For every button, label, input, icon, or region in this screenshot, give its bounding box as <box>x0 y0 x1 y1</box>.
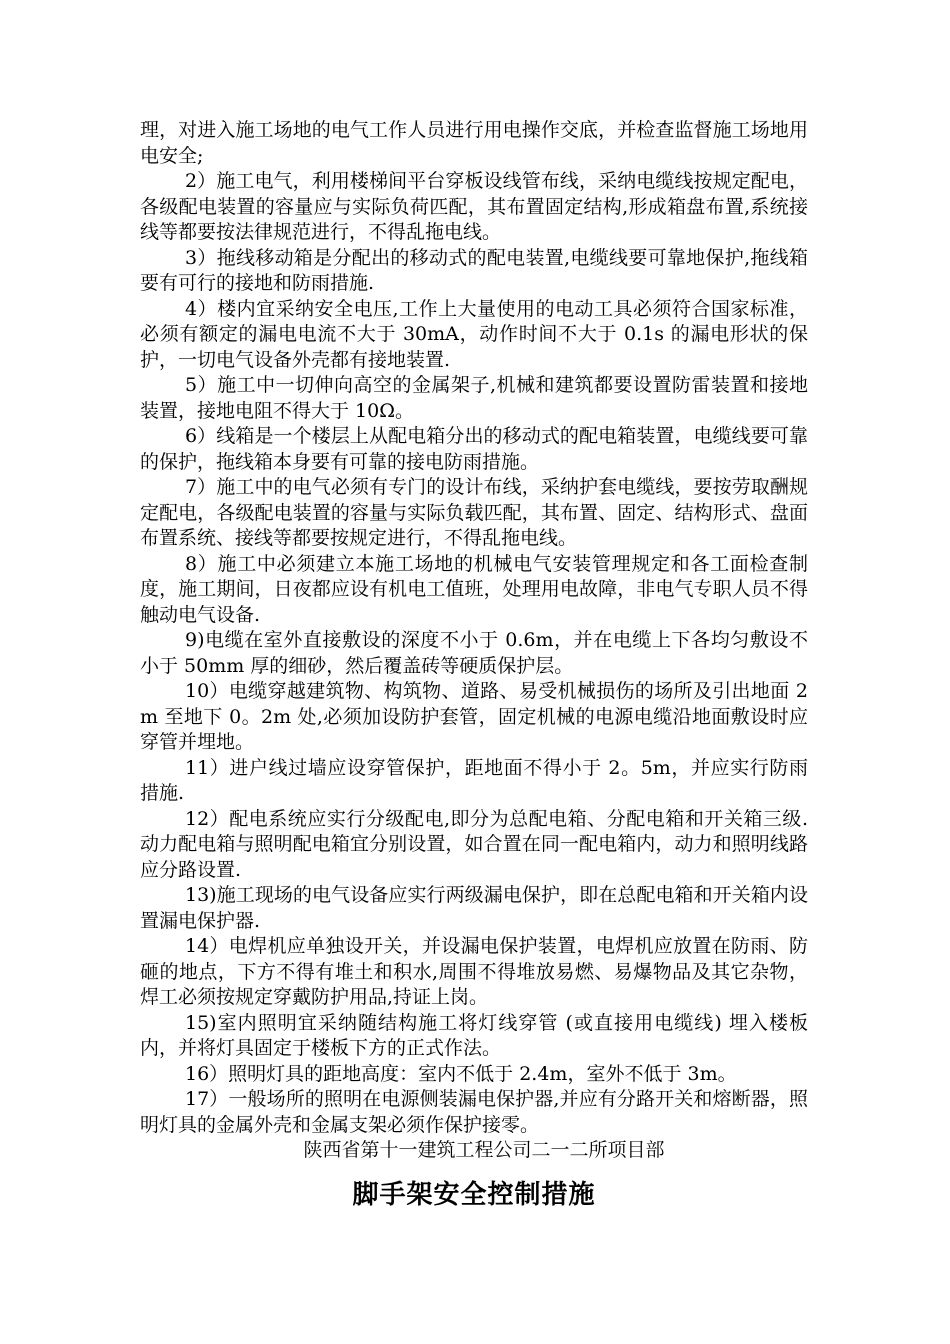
paragraph-item-10: 10）电缆穿越建筑物、构筑物、道路、易受机械损伤的场所及引出地面 2m 至地下 0。2m 处,必须加设防护套管，固定机械的电源电缆沿地面敷设时应穿管并埋地。 <box>140 680 808 753</box>
paragraph-item-14: 14）电焊机应单独设开关，并设漏电保护装置，电焊机应放置在防雨、防砸的地点，下方不得有堆土和积水,周围不得堆放易燃、易爆物品及其它杂物，焊工必须按规定穿戴防护用品,持证上岗。 <box>140 935 808 1008</box>
paragraph-item-5: 5）施工中一切伸向高空的金属架子,机械和建筑都要设置防雷装置和接地装置，接地电阻不得大于 10Ω。 <box>140 374 808 422</box>
paragraph-item-15: 15)室内照明宜采纳随结构施工将灯线穿管 (或直接用电缆线) 埋入楼板内，并将灯具固定于楼板下方的正式作法。 <box>140 1011 808 1059</box>
paragraph-item-8: 8）施工中必须建立本施工场地的机械电气安装管理规定和各工面检查制度，施工期间，日夜都应设有机电工值班，处理用电故障，非电气专职人员不得触动电气设备. <box>140 552 808 626</box>
paragraph-item-7: 7）施工中的电气必须有专门的设计布线，采纳护套电缆线，要按劳取酬规定配电，各级配电装置的容量与实际负载匹配，其布置、固定、结构形式、盘面布置系统、接线等都要按规定进行，不得乱拖电线。 <box>140 476 808 549</box>
organization-line: 陕西省第十一建筑工程公司二一二所项目部 <box>303 1139 665 1161</box>
paragraph-item-6: 6）线箱是一个楼层上从配电箱分出的移动式的配电箱装置，电缆线要可靠的保护，拖线箱本身要有可靠的接电防雨措施。 <box>140 425 808 473</box>
paragraph-item-2: 2）施工电气，利用楼梯间平台穿板设线管布线，采纳电缆线按规定配电，各级配电装置的容量应与实际负荷匹配，其布置固定结构,形成箱盘布置,系统接线等都要按法律规范进行，不得乱拖电线。 <box>140 170 808 243</box>
paragraph-item-9: 9)电缆在室外直接敷设的深度不小于 0.6m，并在电缆上下各均匀敷设不小于 50mm 厚的细砂，然后覆盖砖等硬质保护层。 <box>140 629 808 677</box>
section-title: 脚手架安全控制措施 <box>352 1179 596 1210</box>
paragraph-item-11: 11）进户线过墙应设穿管保护，距地面不得小于 2。5m，并应实行防雨措施. <box>140 756 808 804</box>
paragraph-item-4: 4）楼内宜采纳安全电压,工作上大量使用的电动工具必须符合国家标准，必须有额定的漏电电流不大于 30mA，动作时间不大于 0.1s 的漏电形状的保护，一切电气设备外壳都有接地装置. <box>140 297 808 371</box>
paragraph-item-13: 13)施工现场的电气设备应实行两级漏电保护，即在总配电箱和开关箱内设置漏电保护器. <box>140 884 808 932</box>
paragraph-continuation: 理，对进入施工场地的电气工作人员进行用电操作交底，并检查监督施工场地用电安全; <box>140 119 808 167</box>
document-page <box>140 118 808 1212</box>
paragraph-item-3: 3）拖线移动箱是分配出的移动式的配电装置,电缆线要可靠地保护,拖线箱要有可行的接地和防雨措施. <box>140 246 808 294</box>
paragraph-item-12: 12）配电系统应实行分级配电,即分为总配电箱、分配电箱和开关箱三级.动力配电箱与照明配电箱宜分别设置，如合置在同一配电箱内，动力和照明线路应分路设置. <box>140 807 808 881</box>
paragraph-item-17: 17）一般场所的照明在电源侧装漏电保护器,并应有分路开关和熔断器，照明灯具的金属外壳和金属支架必须作保护接零。 <box>140 1088 808 1136</box>
paragraph-item-16: 16）照明灯具的距地高度：室内不低于 2.4m，室外不低于 3m。 <box>185 1062 737 1085</box>
